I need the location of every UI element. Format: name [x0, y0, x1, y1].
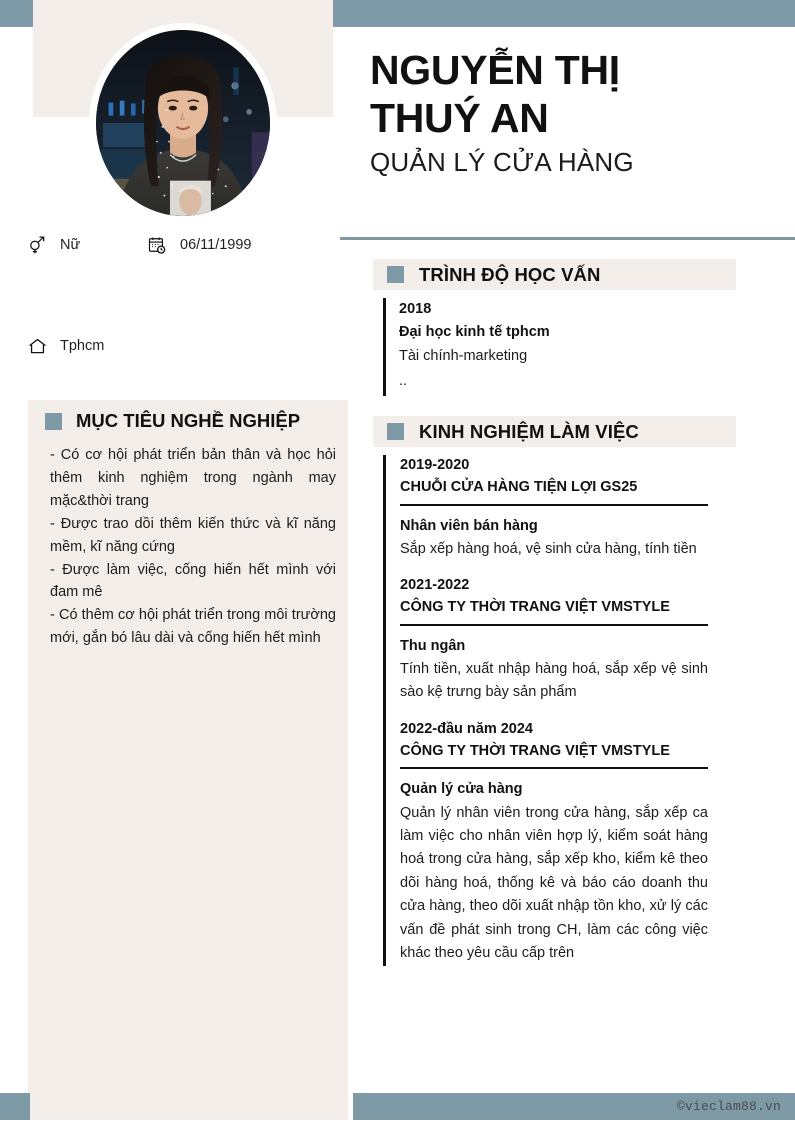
section-header-experience-label: KINH NGHIỆM LÀM VIỆC [419, 420, 639, 442]
objective-body [50, 444, 336, 650]
objective-line: - Có cơ hội phát triển bản thân và học hỏi thêm kinh nghiệm trong ngành may mặc&thời trang [50, 447, 336, 509]
objective-line: - Được làm việc, cống hiến hết mình với đam mê [50, 561, 336, 601]
info-address-value: Tphcm [60, 338, 105, 354]
avatar-photo-illustration [96, 30, 270, 216]
experience-item [400, 719, 708, 966]
experience-description: Tính tiền, xuất nhập hàng hoá, sắp xếp vệ sinh sào kệ trưng bày sản phẩm [400, 660, 708, 701]
section-header-objective-label: MỤC TIÊU NGHỀ NGHIỆP [76, 410, 301, 431]
section-header-experience [373, 416, 736, 447]
decor-square-top-left [0, 0, 33, 27]
section-bullet-icon [45, 413, 62, 430]
education-major: Tài chính-marketing [399, 347, 528, 364]
section-header-education-label: TRÌNH ĐỘ HỌC VẤN [419, 263, 601, 285]
experience-company: CÔNG TY THỜI TRANG VIỆT VMSTYLE [400, 597, 708, 626]
info-date-of-birth [144, 232, 252, 258]
home-icon [24, 333, 50, 359]
section-bullet-icon [387, 423, 404, 440]
section-header-objective [45, 410, 300, 432]
footer-credit: ©vieclam88.vn [676, 1099, 781, 1114]
experience-role: Quản lý cửa hàng [400, 781, 523, 798]
decor-band-top [333, 0, 795, 27]
info-gender [24, 232, 80, 258]
info-address [24, 333, 104, 359]
avatar-image [96, 30, 270, 216]
education-school: Đại học kinh tế tphcm [399, 324, 550, 341]
candidate-name-line-1: NGUYỄN THỊ [370, 47, 620, 93]
objective-line: - Được trao dồi thêm kiến thức và kĩ năng mềm, kĩ năng cứng [50, 515, 336, 555]
experience-period: 2019-2020 [400, 457, 470, 473]
experience-list [383, 455, 708, 966]
experience-description: Sắp xếp hàng hoá, vệ sinh cửa hàng, tính tiền [400, 540, 697, 557]
experience-role: Nhân viên bán hàng [400, 517, 538, 534]
avatar [89, 23, 277, 223]
experience-item [400, 575, 708, 719]
experience-company: CÔNG TY THỜI TRANG VIỆT VMSTYLE [400, 741, 708, 770]
experience-role: Thu ngân [400, 637, 466, 654]
calendar-icon [144, 232, 170, 258]
info-gender-value: Nữ [60, 237, 81, 253]
experience-company: CHUỖI CỬA HÀNG TIỆN LỢI GS25 [400, 477, 708, 506]
experience-period: 2022-đầu năm 2024 [400, 720, 533, 737]
education-extra: .. [399, 373, 408, 390]
objective-line: - Có thêm cơ hội phát triển trong môi trường mới, gắn bó lâu dài và cống hiến hết mình [50, 607, 336, 647]
candidate-job-title: QUẢN LÝ CỬA HÀNG [370, 146, 634, 177]
education-entry [383, 298, 743, 396]
gender-icon [24, 232, 50, 258]
page-title [370, 46, 790, 178]
decor-square-bottom-left [0, 1093, 30, 1120]
candidate-name-line-2: THUÝ AN [370, 95, 549, 142]
experience-period: 2021-2022 [400, 577, 470, 594]
section-header-education [373, 259, 736, 290]
experience-description: Quản lý nhân viên trong cửa hàng, sắp xếp ca làm việc cho nhân viên hợp lý, kiểm soát hàng hoá trong cửa hàng, sắp xếp kho, kiểm kê theo dõi hàng hoá, thống kê và báo cáo doanh thu cửa hàng, theo dõi xuất nhập tồn kho, xử lý các vấn đề phát sinh trong CH, làm các công việc khác theo yêu cầu cấp trên [400, 804, 708, 962]
education-year: 2018 [399, 301, 432, 317]
header-divider [340, 237, 795, 240]
experience-item [400, 455, 708, 575]
info-date-of-birth-value: 06/11/1999 [180, 237, 252, 253]
section-bullet-icon [387, 266, 404, 283]
